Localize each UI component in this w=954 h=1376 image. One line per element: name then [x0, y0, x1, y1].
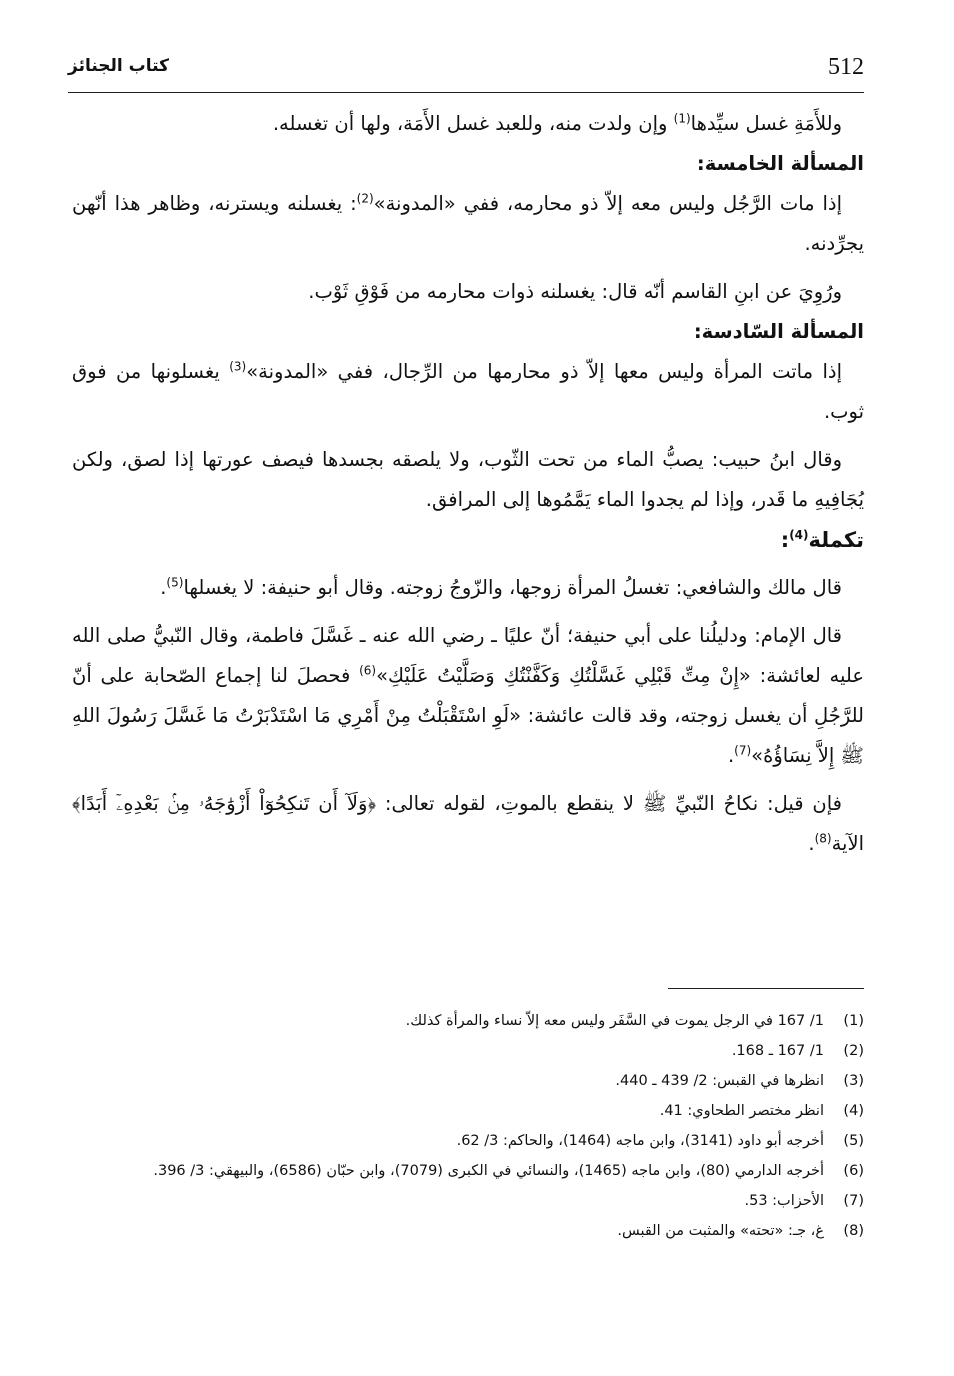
footnote-text: انظر مختصر الطحاوي: 41. [659, 1103, 824, 1119]
footnotes [72, 1006, 864, 1246]
footnote-ref: (7) [734, 743, 752, 758]
text: وإن ولدت منه، وللعبد غسل الأَمَة، ولها أن تغسله. [272, 112, 674, 135]
footnote-text: الأحزاب: 53. [744, 1193, 824, 1209]
text: قال مالك والشافعي: تغسلُ المرأة زوجها، والزّوجُ زوجته. وقال أبو حنيفة: لا يغسلها [183, 576, 842, 599]
text: تكملة [808, 528, 864, 552]
section-heading [72, 520, 864, 560]
footnote-ref: (5) [166, 575, 184, 590]
text: : [780, 528, 790, 552]
text: فحصلَ لنا إجماع الصّحابة على أنّ للرَّجُلِ أن يغسل زوجته، وقد قالت عائشة: «لَوِ اسْتَقْبَلْتُ مِنْ أَمْرِي مَا اسْتَدْبَرْتُ مَا غَسَّلَ رَسُولَ اللهِ ﷺ إِلاَّ نِسَاؤُهُ» [72, 664, 864, 767]
page-number: 512 [828, 54, 864, 80]
main-text [72, 104, 864, 864]
text: إذا ماتت المرأة وليس معها إلاّ ذو محارمها من الرِّجال، ففي «المدونة» [246, 360, 842, 383]
footnote [72, 1006, 864, 1036]
footnote-ref: (8) [814, 831, 832, 846]
header-rule [68, 92, 864, 93]
section-heading: المسألة السّادسة: [693, 320, 864, 343]
footnote-number: (8) [843, 1223, 864, 1239]
text: وللأَمَةِ غسل سيِّدها [690, 112, 842, 135]
paragraph [72, 568, 864, 608]
footnote-text: 1/ 167 في الرجل يموت في السَّفَر وليس معه إلاّ نساء والمرأة كذلك. [405, 1013, 824, 1029]
footnote-number: (2) [843, 1043, 864, 1059]
footnote [72, 1096, 864, 1126]
footnote [72, 1036, 864, 1066]
text: . [160, 576, 167, 599]
book-title: كتاب الجنائز [68, 56, 169, 76]
paragraph [72, 104, 864, 144]
footnote-ref: (2) [356, 191, 374, 206]
footnote-number: (4) [843, 1103, 864, 1119]
text: : يغسلنه ويسترنه، وظاهر هذا أنّهن يجرِّدنه. [72, 192, 864, 255]
section-heading: المسألة الخامسة: [696, 152, 864, 175]
footnote-number: (1) [843, 1013, 864, 1029]
page-header [68, 54, 864, 98]
footnote [72, 1186, 864, 1216]
text: قال الإمام: ودليلُنا على أبي حنيفة؛ أنّ عليًا ـ رضي الله عنه ـ غَسَّلَ فاطمة، وقال النّبيُّ صلى الله عليه لعائشة: «إِنْ مِتِّ قَبْلِي غَسَّلْتُكِ وَكَفَّنْتُكِ وَصَلَّيْتُ عَلَيْكِ» [72, 624, 864, 687]
footnote [72, 1156, 864, 1186]
paragraph [72, 616, 864, 776]
footnote [72, 1216, 864, 1246]
text: . [727, 744, 735, 767]
footnote-number: (5) [843, 1133, 864, 1149]
footnote-ref: (4) [789, 528, 809, 542]
footnote [72, 1066, 864, 1096]
footnote-rule [668, 988, 864, 989]
text: يغسلونها من فوق ثوب. [72, 360, 864, 423]
footnote-ref: (1) [673, 111, 691, 126]
footnote [72, 1126, 864, 1156]
footnote-ref: (3) [229, 359, 247, 374]
paragraph: ورُوِيَ عن ابنِ القاسم أنّه قال: يغسلنه ذوات محارمه من فَوْقِ ثَوْب. [308, 280, 842, 303]
footnote-text: 1/ 167 ـ 168. [731, 1043, 824, 1059]
paragraph [72, 784, 864, 864]
footnote-number: (6) [843, 1163, 864, 1179]
footnote-text: انظرها في القبس: 2/ 439 ـ 440. [615, 1073, 824, 1089]
footnote-text: غ، جـ: «تحته» والمثبت من القبس. [617, 1223, 824, 1239]
paragraph [72, 184, 864, 264]
footnote-number: (7) [843, 1193, 864, 1209]
footnote-number: (3) [843, 1073, 864, 1089]
text: إذا مات الرَّجُل وليس معه إلاّ ذو محارمه، ففي «المدونة» [373, 192, 842, 215]
text: . [808, 832, 815, 855]
paragraph [72, 352, 864, 432]
text: فإن قيل: نكاحُ النّبيِّ ﷺ لا ينقطع بالموتِ، لقوله تعالى: ﴿وَلَآ أَن تَنكِحُوٓاْ أَزْوَٰجَهُۥ مِنۢ بَعْدِهِۦٓ أَبَدًا﴾ الآية [72, 792, 864, 855]
footnote-text: أخرجه الدارمي (80)، وابن ماجه (1465)، والنسائي في الكبرى (7079)، وابن حبّان (6586)، والبيهقي: 3/ 396. [153, 1163, 824, 1179]
paragraph: وقال ابنُ حبيب: يصبُّ الماء من تحت الثّوب، ولا يلصقه بجسدها فيصف عورتها إذا لصق، ولكن يُجَافِيهِ ما قَدر، وإذا لم يجدوا الماء يَمَّمُوها إلى المرافق. [72, 448, 864, 511]
footnote-ref: (6) [359, 663, 377, 678]
footnote-text: أخرجه أبو داود (3141)، وابن ماجه (1464)، والحاكم: 3/ 62. [456, 1133, 824, 1149]
